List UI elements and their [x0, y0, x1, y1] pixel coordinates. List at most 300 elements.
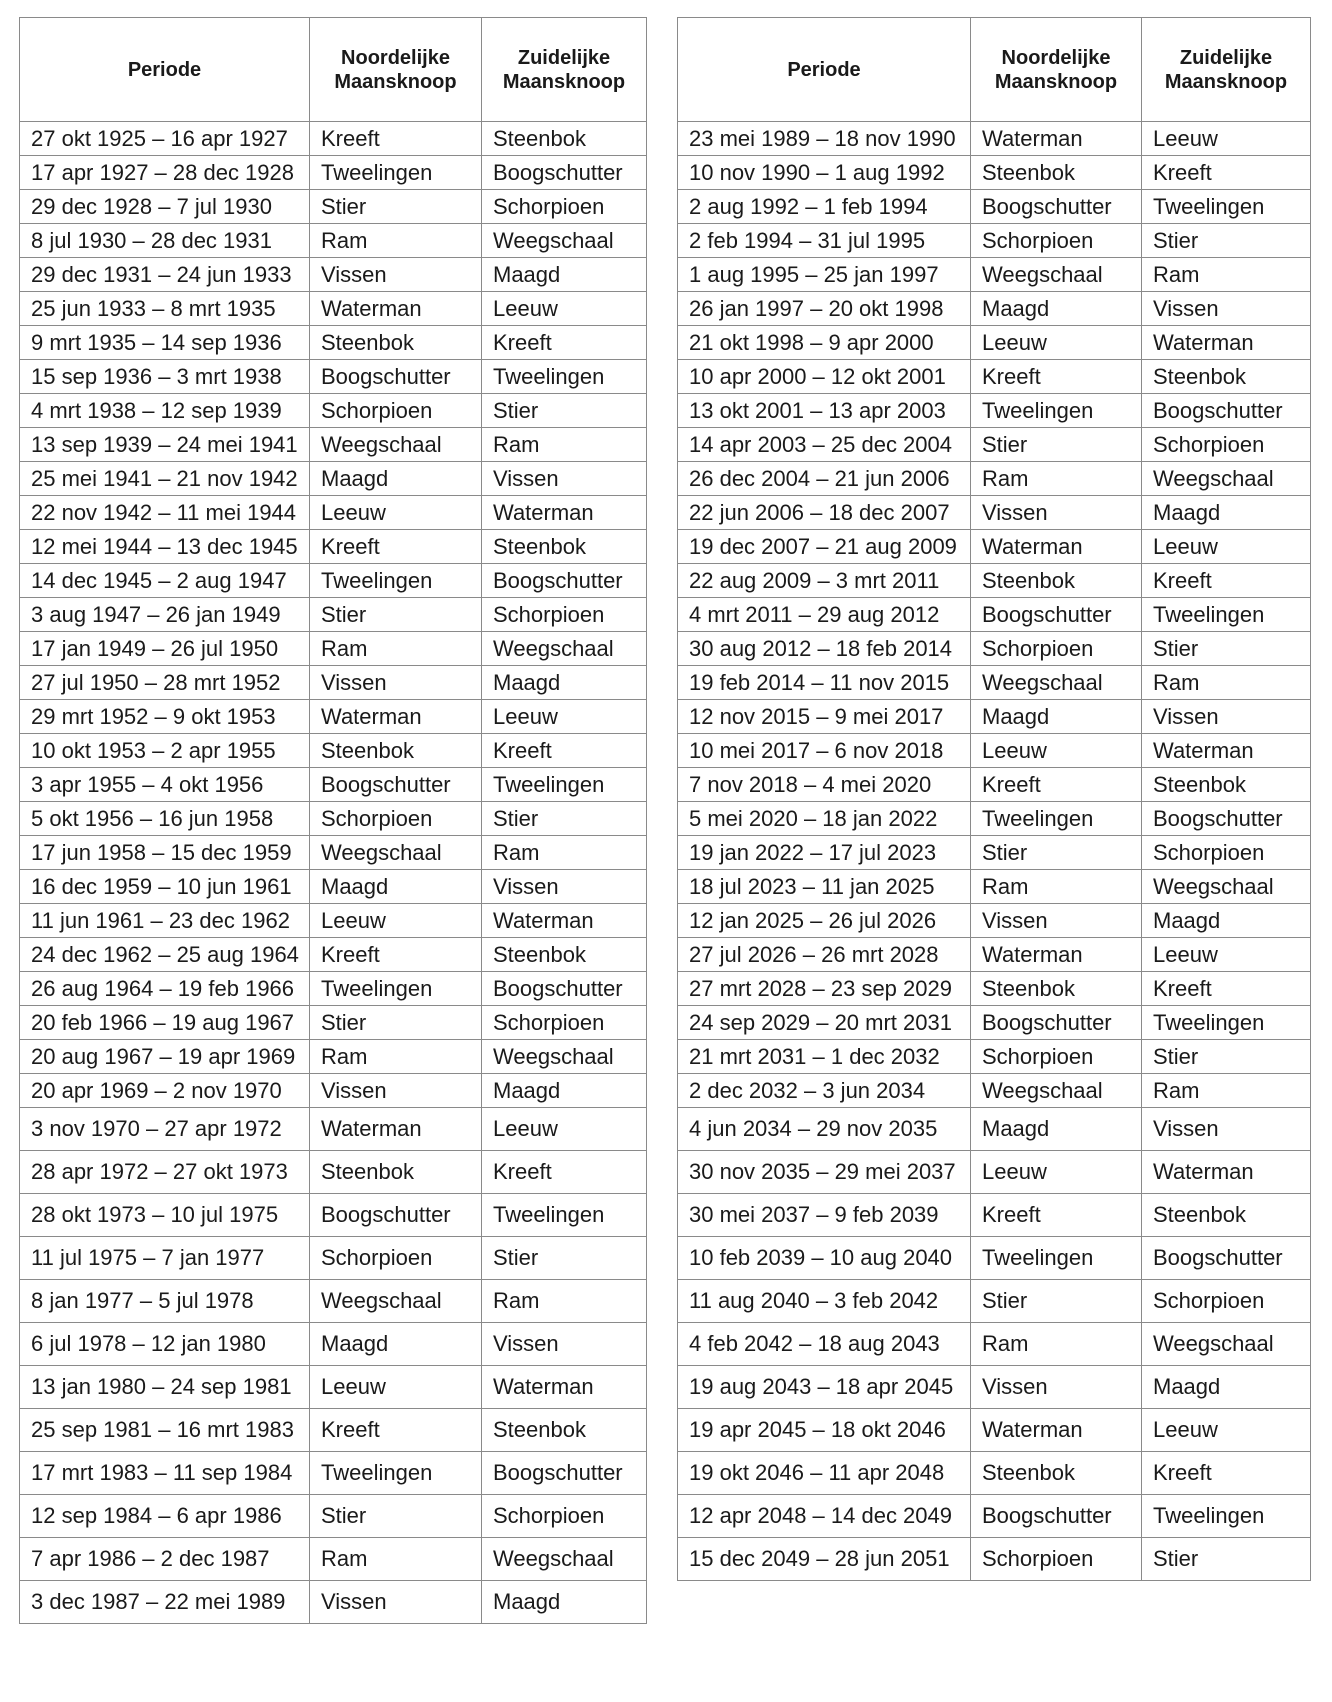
table-row [678, 1409, 1311, 1452]
south-node-cell: Kreeft [1142, 564, 1311, 598]
table-row [20, 258, 647, 292]
period-cell: 21 mrt 2031 – 1 dec 2032 [678, 1040, 971, 1074]
header-north-node: Noordelijke Maansknoop [971, 18, 1142, 122]
table-row [678, 598, 1311, 632]
south-node-cell: Maagd [482, 1581, 647, 1624]
south-node-cell: Waterman [482, 904, 647, 938]
north-node-cell: Steenbok [971, 1452, 1142, 1495]
period-cell: 15 sep 1936 – 3 mrt 1938 [20, 360, 310, 394]
table-row [678, 632, 1311, 666]
table-row [678, 292, 1311, 326]
south-node-cell: Maagd [482, 258, 647, 292]
south-node-cell: Tweelingen [1142, 1006, 1311, 1040]
period-cell: 13 okt 2001 – 13 apr 2003 [678, 394, 971, 428]
period-cell: 12 jan 2025 – 26 jul 2026 [678, 904, 971, 938]
north-node-cell: Schorpioen [971, 1538, 1142, 1581]
south-node-cell: Ram [482, 1280, 647, 1323]
table-row [20, 122, 647, 156]
south-node-cell: Weegschaal [482, 1538, 647, 1581]
north-node-cell: Weegschaal [310, 428, 482, 462]
table-row [20, 326, 647, 360]
south-node-cell: Vissen [482, 1323, 647, 1366]
period-cell: 23 mei 1989 – 18 nov 1990 [678, 122, 971, 156]
table-row [20, 598, 647, 632]
north-node-cell: Kreeft [971, 1194, 1142, 1237]
south-node-cell: Kreeft [482, 734, 647, 768]
north-node-cell: Kreeft [971, 768, 1142, 802]
table-row [678, 564, 1311, 598]
table-row [678, 394, 1311, 428]
north-node-cell: Maagd [971, 1108, 1142, 1151]
north-node-cell: Kreeft [310, 530, 482, 564]
south-node-cell: Kreeft [1142, 972, 1311, 1006]
south-node-cell: Tweelingen [1142, 1495, 1311, 1538]
north-node-cell: Schorpioen [971, 1040, 1142, 1074]
south-node-cell: Weegschaal [1142, 462, 1311, 496]
period-cell: 20 aug 1967 – 19 apr 1969 [20, 1040, 310, 1074]
table-row [20, 1409, 647, 1452]
table-row [20, 666, 647, 700]
table-row [20, 496, 647, 530]
north-node-cell: Ram [971, 462, 1142, 496]
north-node-cell: Steenbok [310, 1151, 482, 1194]
period-cell: 3 dec 1987 – 22 mei 1989 [20, 1581, 310, 1624]
south-node-cell: Vissen [1142, 700, 1311, 734]
period-cell: 10 feb 2039 – 10 aug 2040 [678, 1237, 971, 1280]
south-node-cell: Boogschutter [482, 564, 647, 598]
north-node-cell: Stier [971, 1280, 1142, 1323]
south-node-cell: Waterman [1142, 734, 1311, 768]
table-row [678, 462, 1311, 496]
table-row [20, 700, 647, 734]
period-cell: 13 jan 1980 – 24 sep 1981 [20, 1366, 310, 1409]
table-row [20, 1151, 647, 1194]
south-node-cell: Tweelingen [482, 1194, 647, 1237]
south-node-cell: Schorpioen [482, 1006, 647, 1040]
south-node-cell: Stier [1142, 1538, 1311, 1581]
period-cell: 30 nov 2035 – 29 mei 2037 [678, 1151, 971, 1194]
north-node-cell: Stier [310, 190, 482, 224]
period-cell: 12 mei 1944 – 13 dec 1945 [20, 530, 310, 564]
table-row [20, 292, 647, 326]
header-period: Periode [678, 18, 971, 122]
table-row [678, 1538, 1311, 1581]
period-cell: 29 dec 1931 – 24 jun 1933 [20, 258, 310, 292]
south-node-cell: Vissen [1142, 1108, 1311, 1151]
table-row [20, 360, 647, 394]
period-cell: 14 dec 1945 – 2 aug 1947 [20, 564, 310, 598]
period-cell: 29 mrt 1952 – 9 okt 1953 [20, 700, 310, 734]
north-node-cell: Boogschutter [971, 1006, 1142, 1040]
table-header-row [20, 18, 647, 122]
header-south-node: Zuidelijke Maansknoop [482, 18, 647, 122]
north-node-cell: Tweelingen [971, 394, 1142, 428]
north-node-cell: Ram [310, 224, 482, 258]
period-cell: 17 jan 1949 – 26 jul 1950 [20, 632, 310, 666]
table-row [678, 700, 1311, 734]
north-node-cell: Waterman [310, 292, 482, 326]
north-node-cell: Tweelingen [310, 156, 482, 190]
north-node-cell: Kreeft [310, 122, 482, 156]
south-node-cell: Ram [1142, 1074, 1311, 1108]
north-node-cell: Kreeft [310, 938, 482, 972]
table-row [20, 938, 647, 972]
north-node-cell: Vissen [310, 1581, 482, 1624]
header-period: Periode [20, 18, 310, 122]
south-node-cell: Maagd [1142, 1366, 1311, 1409]
south-node-cell: Stier [482, 1237, 647, 1280]
table-row [678, 530, 1311, 564]
north-node-cell: Vissen [310, 666, 482, 700]
north-node-cell: Stier [310, 1495, 482, 1538]
table-row [678, 938, 1311, 972]
south-node-cell: Steenbok [482, 1409, 647, 1452]
table-row [678, 1237, 1311, 1280]
table-row [678, 1323, 1311, 1366]
lunar-nodes-table-left [19, 17, 647, 1624]
period-cell: 4 jun 2034 – 29 nov 2035 [678, 1108, 971, 1151]
north-node-cell: Tweelingen [971, 1237, 1142, 1280]
south-node-cell: Schorpioen [482, 598, 647, 632]
north-node-cell: Weegschaal [310, 1280, 482, 1323]
south-node-cell: Leeuw [1142, 938, 1311, 972]
period-cell: 12 nov 2015 – 9 mei 2017 [678, 700, 971, 734]
period-cell: 5 mei 2020 – 18 jan 2022 [678, 802, 971, 836]
period-cell: 27 okt 1925 – 16 apr 1927 [20, 122, 310, 156]
period-cell: 7 apr 1986 – 2 dec 1987 [20, 1538, 310, 1581]
period-cell: 10 apr 2000 – 12 okt 2001 [678, 360, 971, 394]
table-row [678, 360, 1311, 394]
period-cell: 26 dec 2004 – 21 jun 2006 [678, 462, 971, 496]
south-node-cell: Boogschutter [1142, 802, 1311, 836]
south-node-cell: Steenbok [482, 122, 647, 156]
south-node-cell: Vissen [482, 870, 647, 904]
period-cell: 11 aug 2040 – 3 feb 2042 [678, 1280, 971, 1323]
period-cell: 1 aug 1995 – 25 jan 1997 [678, 258, 971, 292]
south-node-cell: Steenbok [1142, 1194, 1311, 1237]
north-node-cell: Tweelingen [310, 1452, 482, 1495]
period-cell: 4 feb 2042 – 18 aug 2043 [678, 1323, 971, 1366]
north-node-cell: Maagd [310, 462, 482, 496]
north-node-cell: Weegschaal [971, 666, 1142, 700]
table-row [20, 904, 647, 938]
south-node-cell: Boogschutter [482, 1452, 647, 1495]
north-node-cell: Tweelingen [310, 972, 482, 1006]
table-row [678, 904, 1311, 938]
period-cell: 22 jun 2006 – 18 dec 2007 [678, 496, 971, 530]
period-cell: 27 jul 1950 – 28 mrt 1952 [20, 666, 310, 700]
south-node-cell: Leeuw [1142, 122, 1311, 156]
north-node-cell: Waterman [971, 938, 1142, 972]
table-row [20, 462, 647, 496]
period-cell: 2 dec 2032 – 3 jun 2034 [678, 1074, 971, 1108]
period-cell: 8 jan 1977 – 5 jul 1978 [20, 1280, 310, 1323]
table-row [20, 802, 647, 836]
table-row [678, 1006, 1311, 1040]
period-cell: 19 dec 2007 – 21 aug 2009 [678, 530, 971, 564]
south-node-cell: Boogschutter [482, 972, 647, 1006]
table-row [678, 496, 1311, 530]
north-node-cell: Tweelingen [310, 564, 482, 598]
table-row [20, 768, 647, 802]
period-cell: 7 nov 2018 – 4 mei 2020 [678, 768, 971, 802]
south-node-cell: Tweelingen [1142, 598, 1311, 632]
table-row [20, 530, 647, 564]
table-row [20, 734, 647, 768]
north-node-cell: Schorpioen [310, 1237, 482, 1280]
header-south-node: Zuidelijke Maansknoop [1142, 18, 1311, 122]
table-row [20, 1495, 647, 1538]
table-row [678, 802, 1311, 836]
period-cell: 10 okt 1953 – 2 apr 1955 [20, 734, 310, 768]
period-cell: 19 aug 2043 – 18 apr 2045 [678, 1366, 971, 1409]
south-node-cell: Tweelingen [1142, 190, 1311, 224]
north-node-cell: Leeuw [310, 1366, 482, 1409]
period-cell: 10 mei 2017 – 6 nov 2018 [678, 734, 971, 768]
north-node-cell: Weegschaal [310, 836, 482, 870]
table-header-row [678, 18, 1311, 122]
table-row [678, 1040, 1311, 1074]
south-node-cell: Waterman [482, 496, 647, 530]
north-node-cell: Weegschaal [971, 258, 1142, 292]
south-node-cell: Weegschaal [1142, 870, 1311, 904]
north-node-cell: Vissen [310, 258, 482, 292]
period-cell: 25 jun 1933 – 8 mrt 1935 [20, 292, 310, 326]
north-node-cell: Leeuw [971, 326, 1142, 360]
south-node-cell: Steenbok [1142, 360, 1311, 394]
north-node-cell: Kreeft [310, 1409, 482, 1452]
period-cell: 15 dec 2049 – 28 jun 2051 [678, 1538, 971, 1581]
south-node-cell: Steenbok [1142, 768, 1311, 802]
table-row [678, 666, 1311, 700]
north-node-cell: Vissen [971, 904, 1142, 938]
north-node-cell: Ram [310, 1538, 482, 1581]
table-row [678, 972, 1311, 1006]
period-cell: 19 okt 2046 – 11 apr 2048 [678, 1452, 971, 1495]
south-node-cell: Vissen [482, 462, 647, 496]
table-row [20, 1323, 647, 1366]
north-node-cell: Maagd [971, 292, 1142, 326]
table-row [20, 836, 647, 870]
table-row [678, 734, 1311, 768]
north-node-cell: Boogschutter [310, 360, 482, 394]
table-row [678, 190, 1311, 224]
table-row [678, 1366, 1311, 1409]
south-node-cell: Ram [482, 836, 647, 870]
south-node-cell: Stier [1142, 632, 1311, 666]
table-row [678, 258, 1311, 292]
table-row [678, 870, 1311, 904]
south-node-cell: Stier [482, 394, 647, 428]
table-row [20, 1006, 647, 1040]
header-north-node: Noordelijke Maansknoop [310, 18, 482, 122]
north-node-cell: Vissen [310, 1074, 482, 1108]
north-node-cell: Maagd [971, 700, 1142, 734]
period-cell: 22 nov 1942 – 11 mei 1944 [20, 496, 310, 530]
north-node-cell: Steenbok [310, 734, 482, 768]
north-node-cell: Stier [971, 836, 1142, 870]
table-row [20, 1452, 647, 1495]
south-node-cell: Boogschutter [482, 156, 647, 190]
south-node-cell: Kreeft [1142, 1452, 1311, 1495]
south-node-cell: Steenbok [482, 938, 647, 972]
south-node-cell: Stier [1142, 1040, 1311, 1074]
period-cell: 19 apr 2045 – 18 okt 2046 [678, 1409, 971, 1452]
period-cell: 26 jan 1997 – 20 okt 1998 [678, 292, 971, 326]
table-row [678, 122, 1311, 156]
period-cell: 24 sep 2029 – 20 mrt 2031 [678, 1006, 971, 1040]
north-node-cell: Waterman [971, 122, 1142, 156]
south-node-cell: Stier [482, 802, 647, 836]
table-row [678, 768, 1311, 802]
north-node-cell: Boogschutter [971, 190, 1142, 224]
period-cell: 20 apr 1969 – 2 nov 1970 [20, 1074, 310, 1108]
north-node-cell: Vissen [971, 496, 1142, 530]
north-node-cell: Steenbok [971, 564, 1142, 598]
table-row [678, 1151, 1311, 1194]
north-node-cell: Steenbok [971, 156, 1142, 190]
north-node-cell: Kreeft [971, 360, 1142, 394]
north-node-cell: Stier [310, 1006, 482, 1040]
north-node-cell: Waterman [971, 1409, 1142, 1452]
south-node-cell: Ram [1142, 258, 1311, 292]
north-node-cell: Steenbok [310, 326, 482, 360]
north-node-cell: Leeuw [310, 904, 482, 938]
table-row [678, 1194, 1311, 1237]
period-cell: 22 aug 2009 – 3 mrt 2011 [678, 564, 971, 598]
table-row [678, 1495, 1311, 1538]
north-node-cell: Weegschaal [971, 1074, 1142, 1108]
period-cell: 11 jun 1961 – 23 dec 1962 [20, 904, 310, 938]
south-node-cell: Leeuw [1142, 530, 1311, 564]
table-row [20, 870, 647, 904]
south-node-cell: Steenbok [482, 530, 647, 564]
period-cell: 17 mrt 1983 – 11 sep 1984 [20, 1452, 310, 1495]
period-cell: 12 sep 1984 – 6 apr 1986 [20, 1495, 310, 1538]
period-cell: 6 jul 1978 – 12 jan 1980 [20, 1323, 310, 1366]
table-row [678, 224, 1311, 258]
south-node-cell: Schorpioen [1142, 836, 1311, 870]
north-node-cell: Maagd [310, 870, 482, 904]
period-cell: 2 feb 1994 – 31 jul 1995 [678, 224, 971, 258]
lunar-nodes-table-right [677, 17, 1311, 1581]
table-row [20, 428, 647, 462]
south-node-cell: Tweelingen [482, 360, 647, 394]
south-node-cell: Maagd [1142, 904, 1311, 938]
period-cell: 16 dec 1959 – 10 jun 1961 [20, 870, 310, 904]
period-cell: 10 nov 1990 – 1 aug 1992 [678, 156, 971, 190]
south-node-cell: Weegschaal [482, 1040, 647, 1074]
period-cell: 19 feb 2014 – 11 nov 2015 [678, 666, 971, 700]
north-node-cell: Ram [971, 870, 1142, 904]
period-cell: 30 aug 2012 – 18 feb 2014 [678, 632, 971, 666]
period-cell: 28 apr 1972 – 27 okt 1973 [20, 1151, 310, 1194]
north-node-cell: Steenbok [971, 972, 1142, 1006]
south-node-cell: Waterman [1142, 1151, 1311, 1194]
south-node-cell: Vissen [1142, 292, 1311, 326]
north-node-cell: Waterman [971, 530, 1142, 564]
south-node-cell: Leeuw [482, 292, 647, 326]
north-node-cell: Ram [310, 1040, 482, 1074]
south-node-cell: Leeuw [1142, 1409, 1311, 1452]
south-node-cell: Maagd [482, 666, 647, 700]
north-node-cell: Waterman [310, 1108, 482, 1151]
table-row [20, 156, 647, 190]
table-row [20, 1366, 647, 1409]
south-node-cell: Kreeft [1142, 156, 1311, 190]
table-row [678, 1074, 1311, 1108]
period-cell: 25 sep 1981 – 16 mrt 1983 [20, 1409, 310, 1452]
table-row [678, 326, 1311, 360]
north-node-cell: Ram [971, 1323, 1142, 1366]
period-cell: 25 mei 1941 – 21 nov 1942 [20, 462, 310, 496]
period-cell: 3 nov 1970 – 27 apr 1972 [20, 1108, 310, 1151]
period-cell: 14 apr 2003 – 25 dec 2004 [678, 428, 971, 462]
period-cell: 3 aug 1947 – 26 jan 1949 [20, 598, 310, 632]
north-node-cell: Boogschutter [971, 598, 1142, 632]
table-row [678, 1452, 1311, 1495]
south-node-cell: Stier [1142, 224, 1311, 258]
south-node-cell: Boogschutter [1142, 1237, 1311, 1280]
south-node-cell: Schorpioen [1142, 428, 1311, 462]
north-node-cell: Schorpioen [971, 224, 1142, 258]
north-node-cell: Schorpioen [310, 394, 482, 428]
south-node-cell: Leeuw [482, 700, 647, 734]
table-row [678, 836, 1311, 870]
south-node-cell: Ram [1142, 666, 1311, 700]
period-cell: 13 sep 1939 – 24 mei 1941 [20, 428, 310, 462]
period-cell: 2 aug 1992 – 1 feb 1994 [678, 190, 971, 224]
period-cell: 21 okt 1998 – 9 apr 2000 [678, 326, 971, 360]
table-row [678, 1280, 1311, 1323]
period-cell: 19 jan 2022 – 17 jul 2023 [678, 836, 971, 870]
table-row [20, 1194, 647, 1237]
north-node-cell: Maagd [310, 1323, 482, 1366]
table-body-left [20, 122, 647, 1624]
period-cell: 4 mrt 1938 – 12 sep 1939 [20, 394, 310, 428]
north-node-cell: Boogschutter [310, 1194, 482, 1237]
period-cell: 4 mrt 2011 – 29 aug 2012 [678, 598, 971, 632]
south-node-cell: Maagd [1142, 496, 1311, 530]
table-row [20, 1280, 647, 1323]
south-node-cell: Schorpioen [482, 1495, 647, 1538]
south-node-cell: Weegschaal [1142, 1323, 1311, 1366]
north-node-cell: Tweelingen [971, 802, 1142, 836]
period-cell: 8 jul 1930 – 28 dec 1931 [20, 224, 310, 258]
table-row [20, 1237, 647, 1280]
north-node-cell: Leeuw [971, 1151, 1142, 1194]
period-cell: 17 jun 1958 – 15 dec 1959 [20, 836, 310, 870]
period-cell: 28 okt 1973 – 10 jul 1975 [20, 1194, 310, 1237]
table-row [20, 632, 647, 666]
north-node-cell: Schorpioen [310, 802, 482, 836]
period-cell: 27 jul 2026 – 26 mrt 2028 [678, 938, 971, 972]
period-cell: 18 jul 2023 – 11 jan 2025 [678, 870, 971, 904]
south-node-cell: Schorpioen [1142, 1280, 1311, 1323]
table-row [20, 564, 647, 598]
table-row [20, 190, 647, 224]
north-node-cell: Leeuw [310, 496, 482, 530]
north-node-cell: Leeuw [971, 734, 1142, 768]
table-row [20, 1108, 647, 1151]
north-node-cell: Waterman [310, 700, 482, 734]
south-node-cell: Leeuw [482, 1108, 647, 1151]
period-cell: 9 mrt 1935 – 14 sep 1936 [20, 326, 310, 360]
period-cell: 29 dec 1928 – 7 jul 1930 [20, 190, 310, 224]
north-node-cell: Vissen [971, 1366, 1142, 1409]
table-row [678, 1108, 1311, 1151]
table-row [678, 428, 1311, 462]
